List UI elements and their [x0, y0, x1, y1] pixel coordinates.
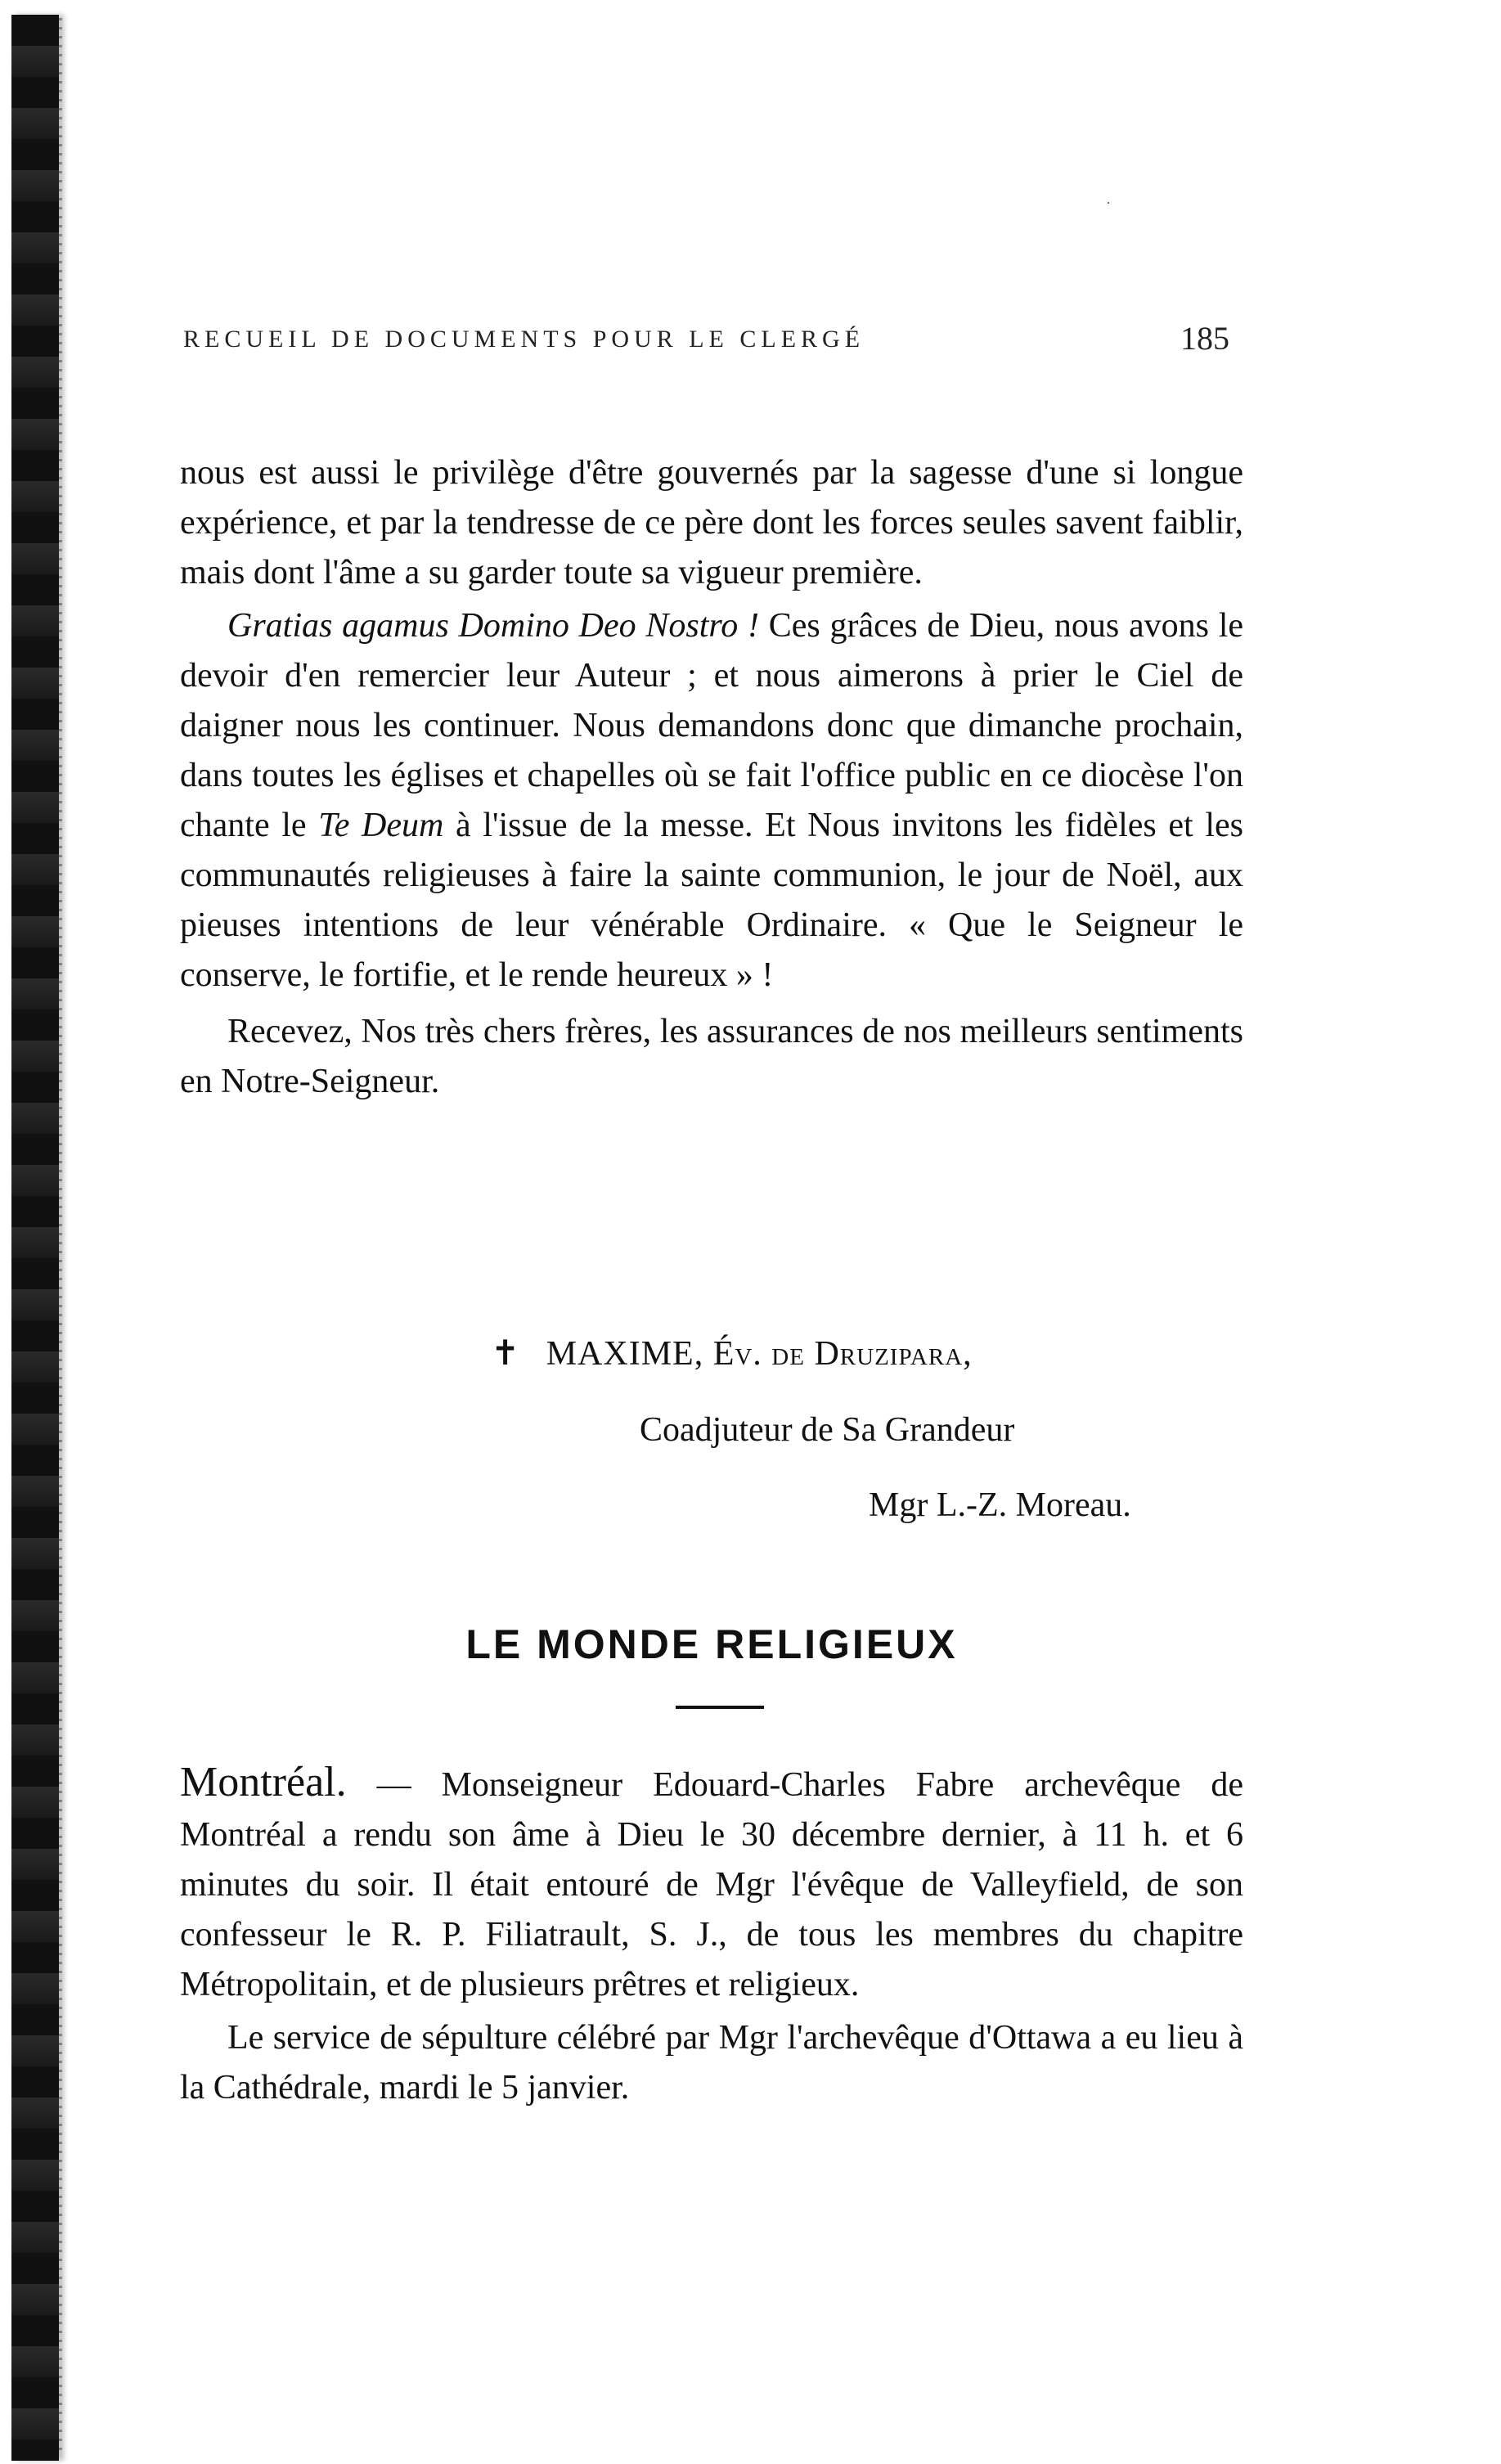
letter-body — [180, 448, 1243, 1107]
letter-paragraph — [180, 601, 1243, 1000]
cross-icon: ✝ — [491, 1335, 520, 1373]
em-dash: — — [346, 1766, 442, 1804]
page-gutter-edge — [59, 18, 62, 2456]
book-spine-binding — [11, 15, 59, 2461]
section-paragraph — [180, 1757, 1243, 2010]
letter-text: Ces grâces de Dieu, nous avons le devoir d'en remercier leur Auteur ; et nous aimerons à prier le Ciel de daigner nous les continuer. Nous demandons donc que dimanche prochain, dans toutes les églises et chapelles où se fait l'office public en ce diocèse l'on chante le — [180, 607, 1243, 844]
ink-speck: · — [1106, 195, 1111, 211]
te-deum-title: Te Deum — [318, 807, 444, 844]
signatory-title: Coadjuteur de Sa Grandeur — [640, 1411, 1015, 1449]
letter-text: à l'issue de la messe. Et Nous invitons les fidèles et les communautés religieuses à faire la sainte communion, le jour de Noël, aux pieuses intentions de leur vénérable Ordinaire. « Que le Seigneur le conserve, le fortifie, et le rende heureux » ! — [180, 807, 1243, 994]
section-paragraph: Le service de sépulture célébré par Mgr l'archevêque d'Ottawa a eu lieu à la Cathédrale, mardi le 5 janvier. — [180, 2019, 1243, 2107]
page-number: 185 — [1180, 320, 1229, 357]
running-title: RECUEIL DE DOCUMENTS POUR LE CLERGÉ — [183, 326, 865, 353]
signatory-name: MAXIME, Év. de Druzipara, — [546, 1335, 973, 1373]
latin-phrase: Gratias agamus Domino Deo Nostro ! — [227, 607, 759, 645]
letter-paragraph: Recevez, Nos très chers frères, les assurances de nos meilleurs sentiments en Notre-Seigneur. — [180, 1013, 1243, 1100]
signature-name-line — [491, 1333, 973, 1374]
signatory-superior: Mgr L.-Z. Moreau. — [869, 1486, 1131, 1524]
letter-paragraph: nous est aussi le privilège d'être gouvernés par la sagesse d'une si longue expérience, et par la tendresse de ce père dont les forces seules savent faiblir, mais dont l'âme a su garder toute sa vigueur première. — [180, 454, 1243, 591]
place-name: Montréal. — [180, 1759, 347, 1805]
section-heading: LE MONDE RELIGIEUX — [465, 1621, 958, 1667]
heading-rule — [676, 1706, 764, 1709]
section-text: Monseigneur Edouard-Charles Fabre archevêque de Montréal a rendu son âme à Dieu le 30 décembre dernier, à 11 h. et 6 minutes du soir. Il était entouré de Mgr l'évêque de Valleyfield, de son confesseur le R. P. Filiatrault, S. J., de tous les membres du chapitre Métropolitain, et de plusieurs prêtres et religieux. — [180, 1766, 1243, 2003]
section-body — [180, 1757, 1243, 2113]
